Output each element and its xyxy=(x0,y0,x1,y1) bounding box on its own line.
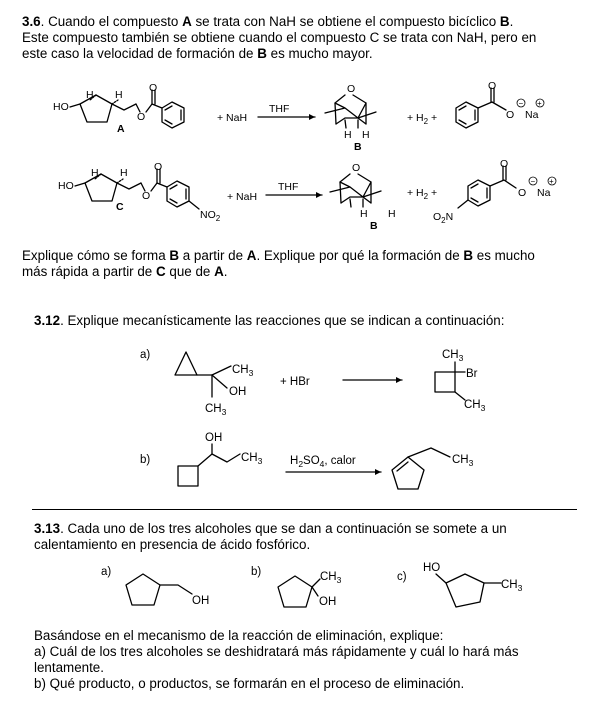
intro-line-1: 3.6. Cuando el compuesto A se trata con NaH se obtiene el compuesto bicíclico B. xyxy=(22,14,514,29)
svg-text:HO: HO xyxy=(58,180,74,192)
svg-text:B: B xyxy=(370,220,378,232)
svg-text:O: O xyxy=(347,83,356,95)
svg-text:H: H xyxy=(360,208,368,220)
svg-text:CH3: $CH_3$ xyxy=(232,364,254,378)
svg-text:CH3: $CH_3$ xyxy=(452,454,474,468)
svg-text:H: H xyxy=(86,89,94,101)
question-intro: Basándose en el mecanismo de la reacción de eliminación, explique: xyxy=(34,628,444,643)
svg-text:H: H xyxy=(388,208,396,220)
svg-text:O: O xyxy=(352,162,361,174)
problem-number: 3.6 xyxy=(22,14,41,29)
svg-text:CH3: $CH_3$ xyxy=(205,403,227,417)
svg-text:c): c) xyxy=(397,571,407,583)
intro-line-2: Este compuesto también se obtiene cuando el compuesto C se trata con NaH, pero en xyxy=(22,30,537,45)
svg-text:A: A xyxy=(117,123,125,135)
problem-3-13-questions xyxy=(34,628,590,692)
thf-1: THF xyxy=(269,103,290,115)
question-line-1: Explique cómo se forma B a partir de A. Explique por qué la formación de B es mucho xyxy=(22,248,535,263)
svg-text:+ HBr: + HBr xyxy=(280,376,310,388)
intro-line-3: este caso la velocidad de formación de B es mucho mayor. xyxy=(22,46,373,61)
question-a-line-1: a) Cuál de los tres alcoholes se deshidratará más rápidamente y cuál lo hará más xyxy=(34,644,519,659)
svg-text:HO: HO xyxy=(53,101,69,113)
svg-text:Na: Na xyxy=(537,187,551,199)
svg-text:O: O xyxy=(149,82,158,94)
plus-nah-2: + NaH xyxy=(227,191,258,203)
svg-text:a): a) xyxy=(101,566,112,578)
svg-text:b): b) xyxy=(140,454,151,466)
question-b: b) Qué producto, o productos, se formarán en el proceso de eliminación. xyxy=(34,676,465,691)
svg-text:O: O xyxy=(506,109,515,121)
svg-text:O: O xyxy=(488,80,497,92)
question-line-2: más rápida a partir de C que de A. xyxy=(22,264,228,279)
svg-text:OH: OH xyxy=(319,596,337,608)
svg-text:C: C xyxy=(116,201,124,213)
svg-text:Br: Br xyxy=(466,368,478,380)
svg-text:CH3: $CH_3$ xyxy=(442,349,464,363)
svg-text:OH: OH xyxy=(205,432,223,444)
svg-text:O: O xyxy=(500,158,509,170)
svg-text:b): b) xyxy=(251,566,262,578)
svg-text:−: − xyxy=(518,99,524,108)
svg-text:CH3: $CH_3$ xyxy=(501,579,523,593)
question-a-line-2: lentamente. xyxy=(34,660,104,675)
plus-h2-2: + $H_2$ + xyxy=(407,187,438,201)
svg-text:O: O xyxy=(154,161,163,173)
svg-text:NO2: $NO_2$ xyxy=(200,209,221,223)
svg-text:O: O xyxy=(518,187,527,199)
plus-nah-1: + NaH xyxy=(217,112,248,124)
svg-text:CH3: $CH_3$ xyxy=(464,399,486,413)
svg-text:H: H xyxy=(115,89,123,101)
problem-3-12-title: 3.12. Explique mecanísticamente las reacciones que se indican a continuación: xyxy=(34,313,505,328)
svg-text:CH3: $CH_3$ xyxy=(320,571,342,585)
svg-text:+: + xyxy=(537,99,542,108)
svg-text:H: H xyxy=(91,167,99,179)
svg-text:CH3: $CH_3$ xyxy=(241,452,263,466)
svg-text:O: O xyxy=(142,190,151,202)
svg-text:H: H xyxy=(344,129,352,141)
svg-text:H: H xyxy=(120,167,128,179)
svg-text:+: + xyxy=(549,177,554,186)
intro-line-1: 3.13. Cada uno de los tres alcoholes que se dan a continuación se somete a un xyxy=(34,521,507,536)
svg-text:O: O xyxy=(137,111,146,123)
svg-text:−: − xyxy=(530,177,536,186)
svg-text:B: B xyxy=(354,141,362,153)
svg-text:OH: OH xyxy=(192,595,210,607)
svg-text:OH: OH xyxy=(229,386,247,398)
svg-text:HO: HO xyxy=(423,562,441,574)
plus-h2-1: + $H_2$ + xyxy=(407,112,438,126)
svg-text:a): a) xyxy=(140,349,151,361)
svg-text:Na: Na xyxy=(525,109,539,121)
svg-text:H: H xyxy=(362,129,370,141)
intro-line-2: calentamiento en presencia de ácido fosfórico. xyxy=(34,537,311,552)
thf-2: THF xyxy=(278,181,299,193)
svg-text:H2SO4, calor: $H_2SO_4$, calor xyxy=(290,455,356,469)
svg-text:O2N: $O_2N$ xyxy=(433,211,454,225)
